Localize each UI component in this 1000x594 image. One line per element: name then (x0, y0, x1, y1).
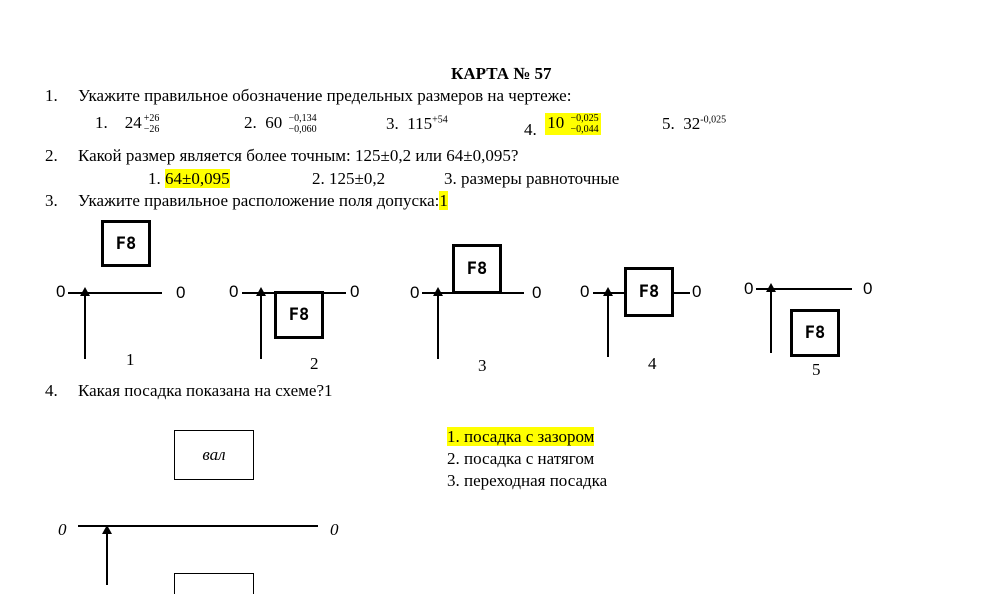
q2-option-2[interactable]: 2. 125±0,2 (312, 169, 386, 188)
question-4-text: Какая посадка показана на схеме?1 (78, 381, 333, 400)
f8-box: F8 (624, 267, 674, 317)
arrow-shaft (84, 295, 86, 359)
zero-label-left: 0 (56, 282, 66, 301)
diagram-1-number: 1 (126, 350, 135, 369)
question-3-answer: 1 (439, 191, 448, 210)
question-1-text: Укажите правильное обозначение предельных размеров на чертеже: (78, 86, 572, 105)
f8-box: F8 (101, 220, 151, 267)
zero-label-right: 0 (532, 283, 542, 302)
card-title: КАРТА № 57 (451, 64, 552, 83)
zero-label-left: 0 (58, 520, 67, 539)
question-2-text: Какой размер является более точным: 125±0,2 или 64±0,095? (78, 146, 519, 165)
zero-label-right: 0 (330, 520, 339, 539)
arrow-shaft (106, 533, 108, 585)
q1-option-4[interactable]: 4. 10 −0,025 −0,044 (524, 113, 599, 139)
q1-option-2[interactable]: 2. 60 −0,134 −0,060 (244, 113, 317, 136)
question-1-number: 1. (45, 86, 58, 105)
hole-box (174, 573, 254, 594)
question-3-number: 3. (45, 191, 58, 210)
zero-label-right: 0 (176, 283, 186, 302)
question-3-text: Укажите правильное расположение поля допуска:1 (78, 191, 448, 210)
zero-label-left: 0 (229, 282, 239, 301)
arrow-shaft (607, 295, 609, 357)
f8-box: F8 (790, 309, 840, 357)
zero-label-right: 0 (863, 279, 873, 298)
diagram-2-number: 2 (310, 354, 319, 373)
q4-option-1[interactable]: 1. посадка с зазором (447, 427, 595, 446)
q2-option-3[interactable]: 3. размеры равноточные (444, 169, 620, 188)
shaft-box: вал (174, 430, 254, 480)
zero-label-left: 0 (580, 282, 590, 301)
zero-label-right: 0 (692, 282, 702, 301)
f8-box: F8 (452, 244, 502, 294)
diagram-5-number: 5 (812, 360, 821, 379)
q4-option-2[interactable]: 2. посадка с натягом (447, 449, 595, 468)
zero-line (78, 525, 318, 527)
diagram-4-number: 4 (648, 354, 657, 373)
diagram-3-number: 3 (478, 356, 487, 375)
question-2-number: 2. (45, 146, 58, 165)
f8-box: F8 (274, 291, 324, 339)
arrow-shaft (770, 291, 772, 353)
arrow-shaft (437, 295, 439, 359)
q2-option-1[interactable]: 1. 64±0,095 (148, 169, 230, 188)
zero-label-left: 0 (410, 283, 420, 302)
zero-label-right: 0 (350, 282, 360, 301)
q1-option-3[interactable]: 3. $115^{+54}$ (386, 114, 448, 133)
q1-option-1[interactable]: 1. 24 +26 −26 (95, 113, 160, 136)
arrow-shaft (260, 295, 262, 359)
q4-option-3[interactable]: 3. переходная посадка (447, 471, 608, 490)
q1-option-5[interactable]: 5. $32^{-0,025}$ (662, 114, 727, 133)
question-4-number: 4. (45, 381, 58, 400)
zero-label-left: 0 (744, 279, 754, 298)
